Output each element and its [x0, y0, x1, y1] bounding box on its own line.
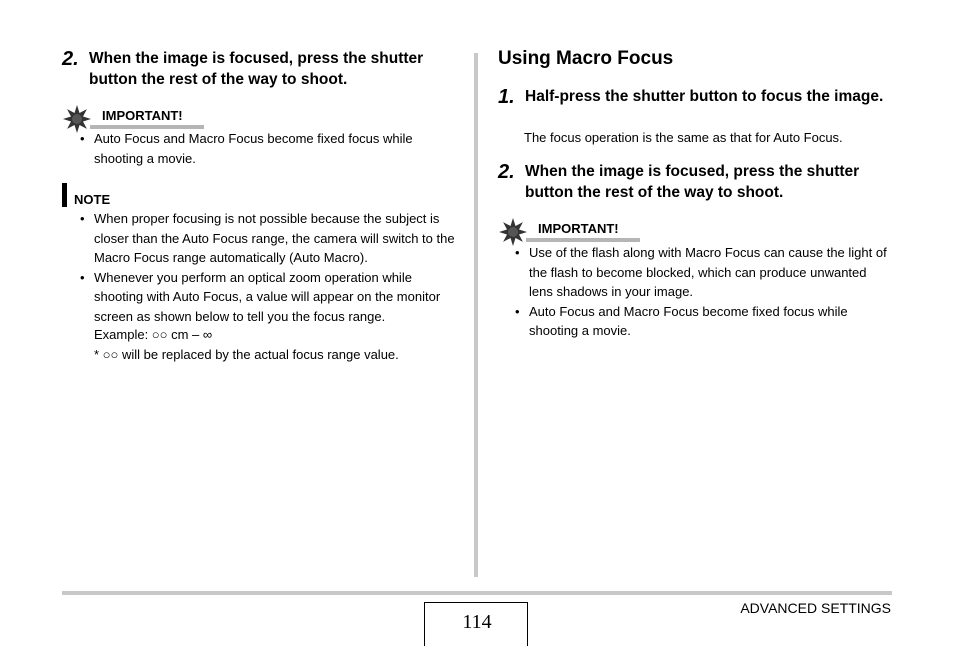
- list-item: • Auto Focus and Macro Focus become fixed focus while shooting a movie.: [80, 129, 440, 168]
- important-block-left: [62, 108, 212, 130]
- column-divider: [474, 53, 478, 577]
- step-number: 2.: [498, 161, 515, 183]
- step-number: 1.: [498, 86, 515, 108]
- list-item: • When proper focusing is not possible because the subject is closer than the Auto Focus range, the camera will switch to the Macro Focus range automatically (Auto Macro).: [80, 209, 460, 268]
- list-item: • Whenever you perform an optical zoom operation while shooting with Auto Focus, a value will appear on the monitor screen as shown below to tell you the focus range.: [80, 268, 460, 327]
- note-example: Example: ○○ cm – ∞: [94, 327, 213, 342]
- step-text: When the image is focused, press the shutter button the rest of the way to shoot.: [89, 50, 424, 88]
- note-block: [62, 183, 162, 209]
- note-footnote: * ○○ will be replaced by the actual focus range value.: [94, 347, 399, 362]
- step-text: When the image is focused, press the shutter button the rest of the way to shoot.: [525, 163, 860, 201]
- footer-rule: [62, 591, 892, 595]
- page-number: 114: [462, 611, 492, 633]
- important-label: IMPORTANT!: [102, 108, 183, 123]
- important-list-right: [515, 243, 893, 341]
- list-item: • Use of the flash along with Macro Focus can cause the light of the flash to become blocked, which can produce unwanted lens shadows in your image.: [515, 243, 893, 302]
- note-list: [80, 209, 460, 326]
- important-block-right: [498, 221, 648, 243]
- step-number: 2.: [62, 48, 79, 70]
- list-item: • Auto Focus and Macro Focus become fixed focus while shooting a movie.: [515, 302, 893, 341]
- note-marker: [62, 183, 67, 207]
- section-heading: Using Macro Focus: [498, 48, 674, 69]
- page-number-box: [424, 602, 528, 646]
- step-1-subtext: The focus operation is the same as that for Auto Focus.: [524, 130, 843, 145]
- footer-section-title: ADVANCED SETTINGS: [740, 600, 891, 616]
- note-label: NOTE: [74, 192, 111, 207]
- step-text: Half-press the shutter button to focus the image.: [525, 88, 884, 105]
- important-underline: [526, 238, 640, 242]
- important-list-left: [80, 129, 440, 168]
- important-label: IMPORTANT!: [538, 221, 619, 236]
